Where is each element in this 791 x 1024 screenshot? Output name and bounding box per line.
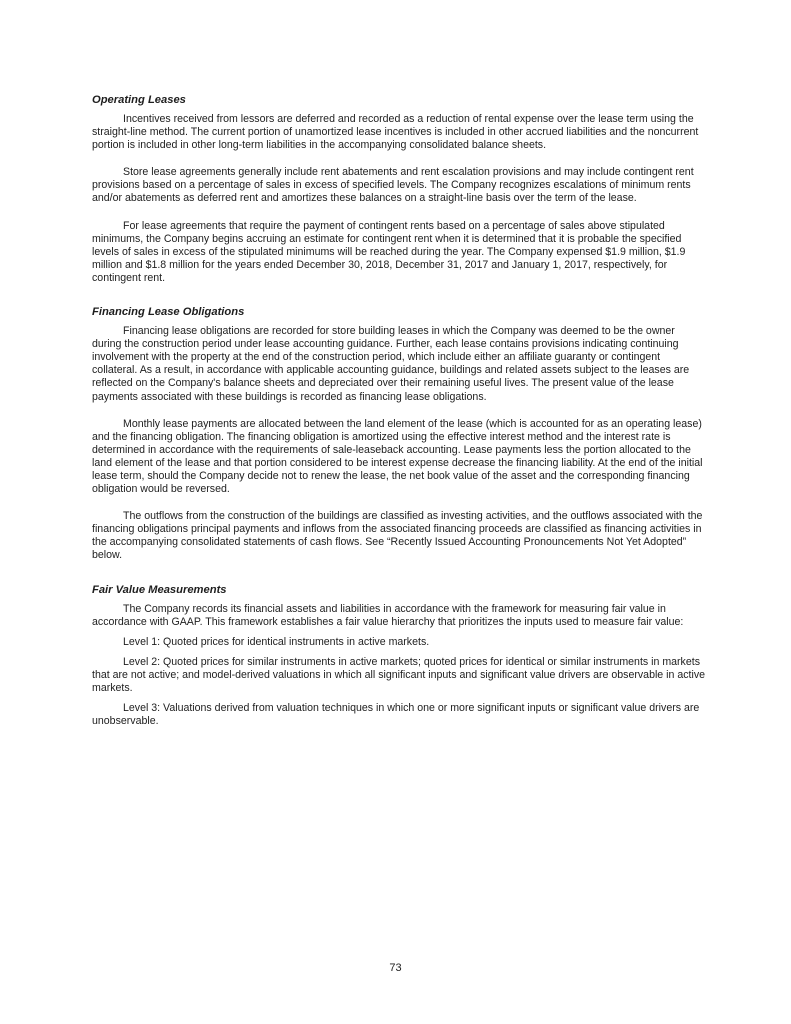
level-3-paragraph: Level 3: Valuations derived from valuation techniques in which one or more significant inputs or significant value drivers are unobservable.	[92, 702, 700, 728]
paragraph: The Company records its financial assets and liabilities in accordance with the framework for measuring fair value in accordance with GAAP. This framework establishes a fair value hierarchy that prioritizes the inputs used to measure fair value:	[92, 602, 684, 628]
paragraph: Incentives received from lessors are deferred and recorded as a reduction of rental expense over the lease term using the straight-line method. The current portion of unamortized lease incentives is included in other accrued liabilities and the noncurrent portion is included in other long-term liabilities in the accompanying consolidated balance sheets.	[92, 113, 699, 152]
section-heading: Financing Lease Obligations	[92, 306, 245, 319]
paragraph: Store lease agreements generally include rent abatements and rent escalation provisions and may include contingent rent provisions based on a percentage of sales in excess of specified levels. The Company recognizes escalations of minimum rents and/or abatements as deferred rent and amortizes these balances on a straight-line basis over the term of the lease.	[92, 166, 694, 205]
paragraph: Financing lease obligations are recorded for store building leases in which the Company was deemed to be the owner during the construction period under lease accounting guidance. Further, each lease contains provisions indicating continuing involvement with the property at the end of the construction period, which include either an affiliate guaranty or contingent collateral. As a result, in accordance with applicable accounting guidance, buildings and related assets subject to the leases are reflected on the Company's balance sheets and depreciated over their remaining useful lives. The present value of the lease payments associated with these buildings is recorded as financing lease obligations.	[92, 325, 690, 403]
paragraph: Monthly lease payments are allocated between the land element of the lease (which is accounted for as an operating lease) and the financing obligation. The financing obligation is amortized using the effective interest method and the interest rate is determined in accordance with the requirements of sale-leaseback accounting. Lease payments less the portion allocated to the land element of the lease and that portion considered to be interest expense decrease the financing liability. At the end of the initial lease term, should the Company decide not to renew the lease, the net book value of the asset and the corresponding financing obligation would be reversed.	[92, 417, 703, 496]
section-fair-value-measurements	[92, 583, 706, 729]
page-number: 73	[389, 962, 402, 974]
document-page	[92, 93, 706, 748]
paragraph: The outflows from the construction of the buildings are classified as investing activities, and the outflows associated with the financing obligations principal payments and inflows from the associated financing proceeds are classified as financing activities in the accompanying consolidated statements of cash flows. See “Recently Issued Accounting Pronouncements Not Yet Adopted” below.	[92, 510, 703, 562]
paragraph: For lease agreements that require the payment of contingent rents based on a percentage of sales above stipulated minimums, the Company begins accruing an estimate for contingent rent when it is determined that it is probable the specified levels of sales in excess of the stipulated minimums will be reached during the year. The Company expensed $1.9 million, $1.9 million and $1.8 million for the years ended December 30, 2018, December 31, 2017 and January 1, 2017, respectively, for contingent rent.	[92, 219, 686, 284]
section-operating-leases	[92, 93, 706, 285]
level-1-paragraph: Level 1: Quoted prices for identical instruments in active markets.	[123, 635, 430, 648]
level-2-paragraph: Level 2: Quoted prices for similar instruments in active markets; quoted prices for identical or similar instruments in markets that are not active; and model-derived valuations in which all significant inputs and significant value drivers are observable in active markets.	[92, 655, 706, 694]
section-heading: Operating Leases	[92, 94, 186, 106]
section-financing-lease-obligations	[92, 305, 706, 563]
section-heading: Fair Value Measurements	[92, 583, 227, 596]
